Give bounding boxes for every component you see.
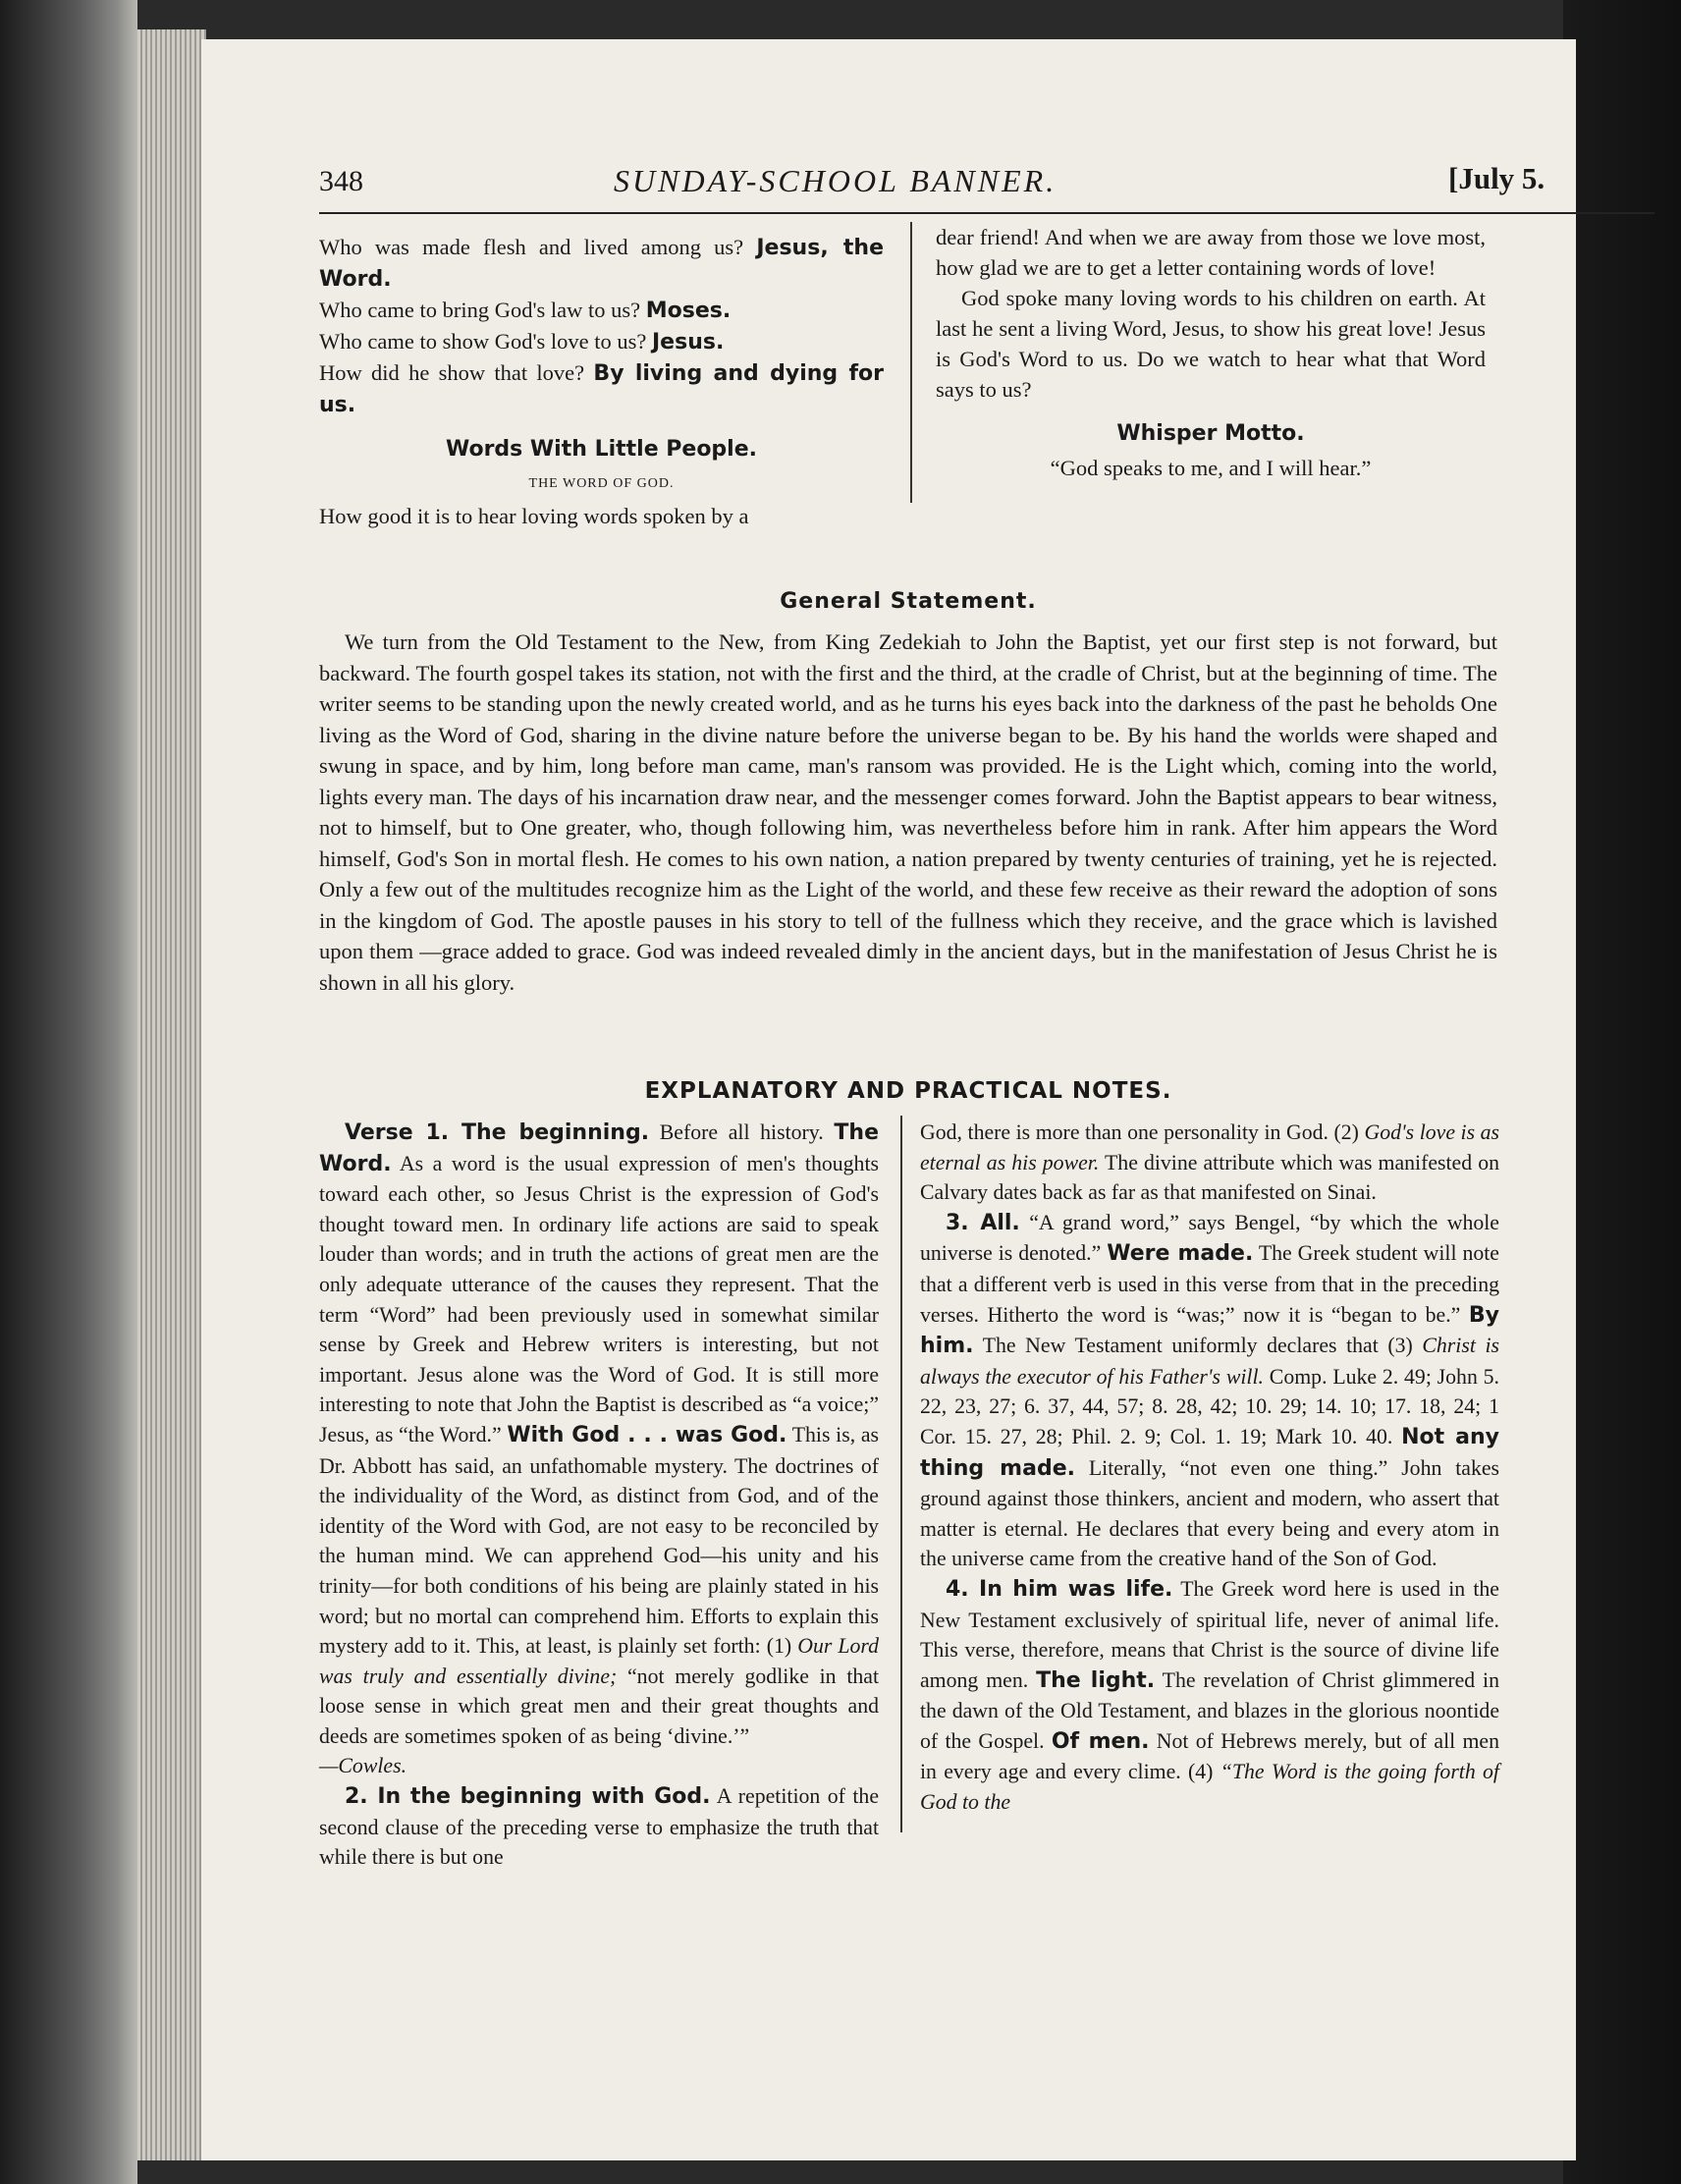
- masthead: SUNDAY-SCHOOL BANNER.: [614, 163, 1057, 198]
- book-page: [201, 39, 1576, 2160]
- notes-heading: EXPLANATORY AND PRACTICAL NOTES.: [644, 1078, 1172, 1104]
- book-spine: [0, 0, 137, 2184]
- header-rule: [319, 212, 1654, 214]
- qa-line: Who was made flesh and lived among us? Jesus, the Word.: [319, 235, 884, 292]
- verse-3-note: 3. All. “A grand word,” says Bengel, “by which the whole universe is denoted.” Were made. The Greek student will note that a different verb is used in this verse from that in the preceding verses. Hitherto the word is “was;” now it is “began to be.” By him. The New Testament uniformly declares that (3) Christ is always the executor of his Father's will. Comp. Luke 2. 49; John 5. 22, 23, 27; 6. 37, 44, 57; 8. 28, 42; 10. 29; 14. 10; 17. 18, 24; 1 Cor. 15. 27, 28; Phil. 2. 9; Col. 1. 19; Mark 10. 40. Not any thing made. Literally, “not even one thing.” John takes ground against those thinkers, ancient and modern, who assert that matter is eternal. He declares that every being and every atom in the universe came from the creative hand of the Son of God.: [920, 1210, 1500, 1571]
- whisper-motto-heading: Whisper Motto.: [1116, 421, 1305, 446]
- paragraph: dear friend! And when we are away from those we love most, how glad we are to get a letter containing words of love!: [936, 225, 1486, 280]
- qa-line: Who came to bring God's law to us? Moses.: [319, 298, 732, 323]
- top-left-column: [319, 232, 884, 531]
- top-right-column: [936, 222, 1486, 483]
- general-statement-text: We turn from the Old Testament to the New, from King Zedekiah to John the Baptist, yet our first step is not forward, but backward. The fourth gospel takes its station, not with the first and the third, at the cradle of Christ, but at the beginning of time. The writer seems to be standing upon the newly created world, and as he turns his eyes back into the darkness of the past he beholds One living as the Word of God, sharing in the divine nature before the universe began to be. By his hand the worlds were shaped and swung in space, and by him, long before man came, man's ransom was provided. He is the Light which, coming into the world, lights every man. The days of his incarnation draw near, and the messenger comes forward. John the Baptist appears to bear witness, not to himself, but to One greater, who, though following him, was nevertheless before him in rank. After him appears the Word himself, God's Son in mortal flesh. He comes to his own nation, a nation prepared by twenty centuries of training, yet he is rejected. Only a few out of the multitudes recognize him as the Light of the world, and these few receive as their reward the adoption of sons in the kingdom of God. The apostle pauses in his story to tell of the fullness which they receive, and the grace which is lavished upon them —grace added to grace. God was indeed revealed dimly in the ancient days, but in the manifestation of Jesus Christ he is shown in all his glory.: [319, 629, 1497, 995]
- page-edges: [137, 29, 206, 2160]
- general-statement: [319, 627, 1497, 998]
- notes-left-column: [319, 1118, 879, 1873]
- issue-date: [July 5.: [1448, 161, 1545, 195]
- running-header: [319, 157, 1654, 216]
- notes-right-column: [920, 1118, 1499, 1818]
- page-content: [319, 157, 1654, 1870]
- column-rule: [910, 222, 912, 503]
- qa-line: How did he show that love? By living and dying for us.: [319, 360, 885, 417]
- paragraph: God spoke many loving words to his children on earth. At last he sent a living Word, Jesus, to show his great love! Jesus is God's Word to us. Do we watch to hear what that Word says to us?: [936, 286, 1486, 402]
- word-of-god-subheading: THE WORD OF GOD.: [528, 476, 675, 491]
- page-number: 348: [319, 165, 363, 197]
- general-statement-heading: General Statement.: [780, 589, 1037, 614]
- motto: “God speaks to me, and I will hear.”: [1050, 456, 1372, 480]
- column-rule: [900, 1116, 902, 1832]
- paragraph: How good it is to hear loving words spoken by a: [319, 504, 749, 528]
- verse-2-continued: God, there is more than one personality in God. (2) God's love is as eternal as his power. The divine attribute which was manifested on Calvary dates back as far as that manifested on Sinai.: [920, 1120, 1500, 1205]
- verse-1-note: Verse 1. The beginning. Before all history. The Word. As a word is the usual expression of men's thoughts toward each other, so Jesus Christ is the expression of God's thought toward men. In ordinary life actions are said to speak louder than words; and in truth the actions of great men are the only adequate utterance of the causes they represent. That the term “Word” had been previously used in somewhat similar sense by Greek and Hebrew writers is interesting, but not important. Jesus alone was the Word of God. It is still more interesting to note that John the Baptist is described as “a voice;” Jesus, as “the Word.” With God . . . was God. This is, as Dr. Abbott has said, an unfathomable mystery. The doctrines of the individuality of the Word, as distinct from God, and of the identity of the Word with God, are not easy to be reconciled by the human mind. We can apprehend God—his unity and his trinity—for both conditions of his being are plainly stated in his word; but no mortal can comprehend him. Efforts to explain this mystery add to it. This, at least, is plainly set forth: (1) Our Lord was truly and essentially divine; “not merely godlike in that loose sense in which great men and their great thoughts and deeds are sometimes spoken of as being ‘divine.’” —Cowles.: [319, 1120, 880, 1778]
- verse-2-note: 2. In the beginning with God. A repetition of the second clause of the preceding verse to emphasize the truth that while there is but one: [319, 1784, 880, 1870]
- words-with-little-people-heading: Words With Little People.: [445, 437, 758, 462]
- verse-4-note: 4. In him was life. The Greek word here is used in the New Testament exclusively of spiritual life, never of animal life. This verse, therefore, means that Christ is the source of divine life among men. The light. The revelation of Christ glimmered in the dawn of the Old Testament, and blazes in the glorious noontide of the Gospel. Of men. Not of Hebrews merely, but of all men in every age and every clime. (4) “The Word is the going forth of God to the: [920, 1576, 1500, 1815]
- qa-line: Who came to show God's love to us? Jesus.: [319, 329, 725, 355]
